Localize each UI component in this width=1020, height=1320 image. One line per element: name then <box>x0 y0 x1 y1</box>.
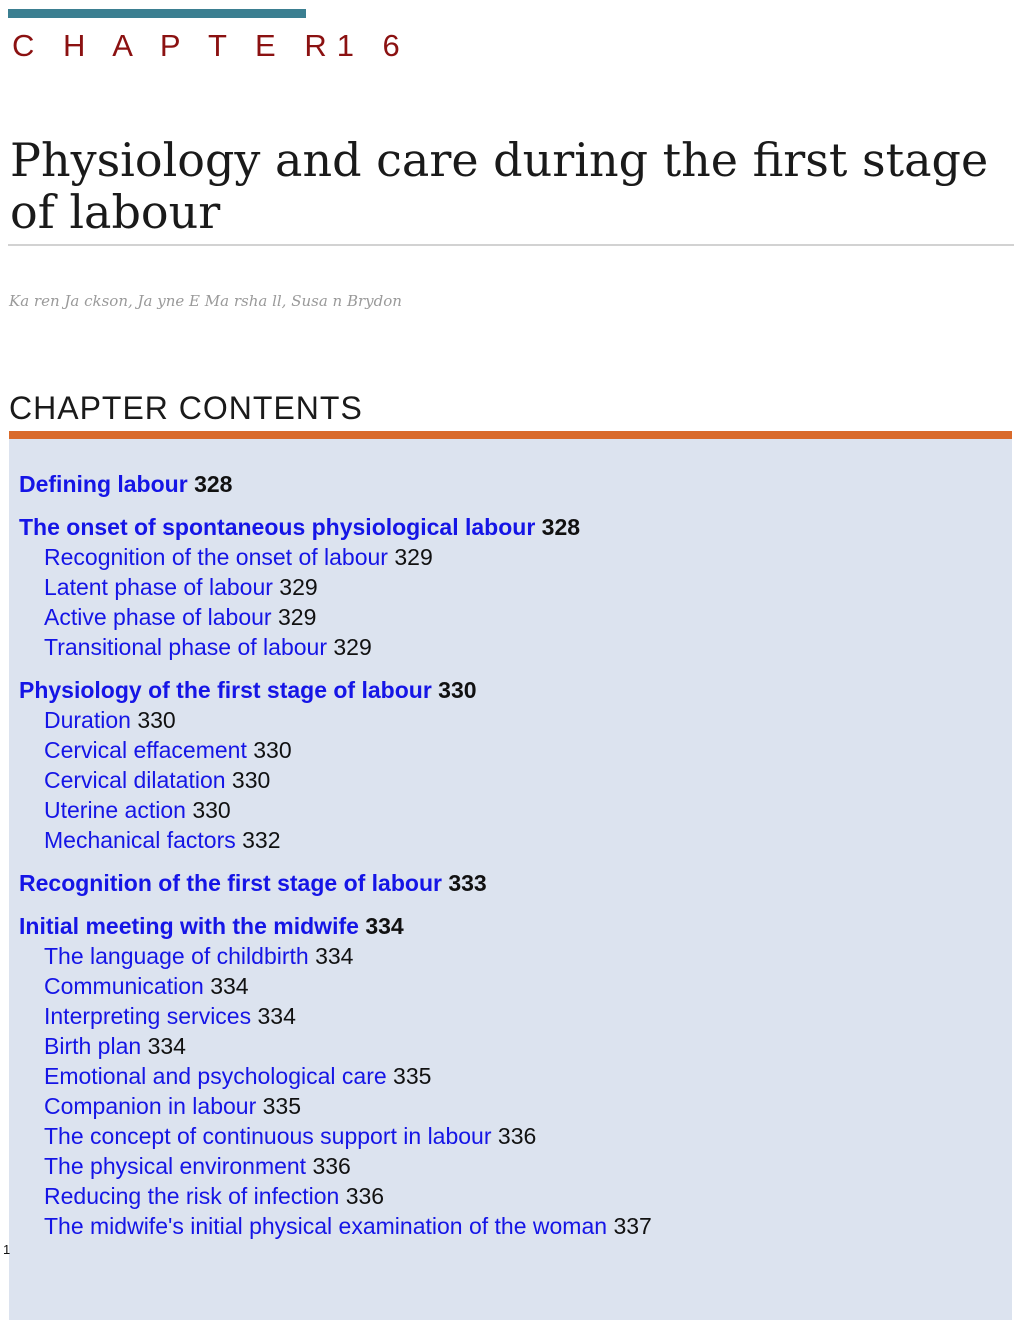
toc-link[interactable]: The midwife's initial physical examination of the woman <box>44 1213 608 1239</box>
toc-section <box>9 868 1012 898</box>
toc-link[interactable]: The concept of continuous support in labour <box>44 1123 492 1149</box>
toc-subsection <box>9 941 1012 971</box>
toc-link[interactable]: Companion in labour <box>44 1093 257 1119</box>
toc-link[interactable]: Recognition of the first stage of labour <box>19 870 442 896</box>
toc-list <box>9 469 1012 1241</box>
toc-link[interactable]: Birth plan <box>44 1033 142 1059</box>
toc-link[interactable]: Defining labour <box>19 471 188 497</box>
toc-page-number: 335 <box>262 1093 302 1119</box>
toc-page-number: 334 <box>147 1033 186 1059</box>
toc-link[interactable]: Emotional and psychological care <box>44 1063 387 1089</box>
toc-subsection <box>9 572 1012 602</box>
toc-page-number: 328 <box>194 471 233 497</box>
chapter-authors: Ka ren Ja ckson, Ja yne E Ma rsha ll, Susa n Brydon <box>9 292 402 310</box>
toc-section <box>9 512 1012 542</box>
toc-link[interactable]: Transitional phase of labour <box>44 634 327 660</box>
title-divider <box>8 244 1014 246</box>
chapter-contents-panel <box>9 431 1012 1320</box>
toc-subsection <box>9 1121 1012 1151</box>
toc-link[interactable]: Cervical effacement <box>44 737 247 763</box>
toc-subsection <box>9 1061 1012 1091</box>
toc-page-number: 329 <box>394 544 433 570</box>
toc-subsection <box>9 825 1012 855</box>
toc-page-number: 336 <box>497 1123 537 1149</box>
toc-subsection <box>9 735 1012 765</box>
toc-page-number: 328 <box>541 514 581 540</box>
toc-subsection <box>9 765 1012 795</box>
toc-link[interactable]: Duration <box>44 707 131 733</box>
toc-link[interactable]: Recognition of the onset of labour <box>44 544 388 570</box>
toc-subsection <box>9 1151 1012 1181</box>
toc-page-number: 329 <box>333 634 372 660</box>
toc-subsection <box>9 542 1012 572</box>
toc-page-number: 329 <box>277 604 317 630</box>
toc-subsection <box>9 632 1012 662</box>
toc-subsection <box>9 602 1012 632</box>
toc-subsection <box>9 1091 1012 1121</box>
toc-link[interactable]: The onset of spontaneous physiological labour <box>19 514 536 540</box>
toc-page-number: 330 <box>231 767 271 793</box>
chapter-label: C H A P T E R1 6 <box>12 28 410 63</box>
toc-subsection <box>9 1001 1012 1031</box>
toc-link[interactable]: The language of childbirth <box>44 943 309 969</box>
toc-subsection <box>9 1031 1012 1061</box>
toc-link[interactable]: Initial meeting with the midwife <box>19 913 359 939</box>
contents-heading: CHAPTER CONTENTS <box>9 390 363 426</box>
toc-section <box>9 469 1012 499</box>
toc-link[interactable]: Uterine action <box>44 797 186 823</box>
toc-page-number: 330 <box>137 707 176 733</box>
toc-link[interactable]: Latent phase of labour <box>44 574 273 600</box>
toc-page-number: 334 <box>315 943 354 969</box>
toc-page-number: 335 <box>393 1063 432 1089</box>
toc-link[interactable]: Mechanical factors <box>44 827 236 853</box>
toc-subsection <box>9 705 1012 735</box>
top-rule <box>8 9 306 18</box>
toc-link[interactable]: The physical environment <box>44 1153 307 1179</box>
toc-page-number: 334 <box>210 973 249 999</box>
toc-subsection <box>9 971 1012 1001</box>
toc-page-number: 337 <box>613 1213 652 1239</box>
toc-link[interactable]: Active phase of labour <box>44 604 272 630</box>
toc-page-number: 329 <box>279 574 318 600</box>
toc-section <box>9 911 1012 941</box>
toc-page-number: 330 <box>192 797 231 823</box>
toc-page-number: 333 <box>448 870 487 896</box>
toc-link[interactable]: Cervical dilatation <box>44 767 226 793</box>
page-number: 1 <box>3 1242 11 1257</box>
toc-subsection <box>9 1211 1012 1241</box>
toc-page-number: 330 <box>253 737 292 763</box>
toc-page-number: 336 <box>345 1183 385 1209</box>
toc-page-number: 332 <box>242 827 281 853</box>
toc-link[interactable]: Communication <box>44 973 204 999</box>
toc-link[interactable]: Reducing the risk of infection <box>44 1183 340 1209</box>
toc-page-number: 330 <box>438 677 477 703</box>
toc-link[interactable]: Interpreting services <box>44 1003 252 1029</box>
chapter-title: Physiology and care during the first stage of labour <box>10 133 989 239</box>
toc-page-number: 336 <box>312 1153 351 1179</box>
toc-page-number: 334 <box>365 913 404 939</box>
toc-page-number: 334 <box>257 1003 296 1029</box>
toc-section <box>9 675 1012 705</box>
toc-subsection <box>9 795 1012 825</box>
toc-subsection <box>9 1181 1012 1211</box>
toc-link[interactable]: Physiology of the first stage of labour <box>19 677 432 703</box>
